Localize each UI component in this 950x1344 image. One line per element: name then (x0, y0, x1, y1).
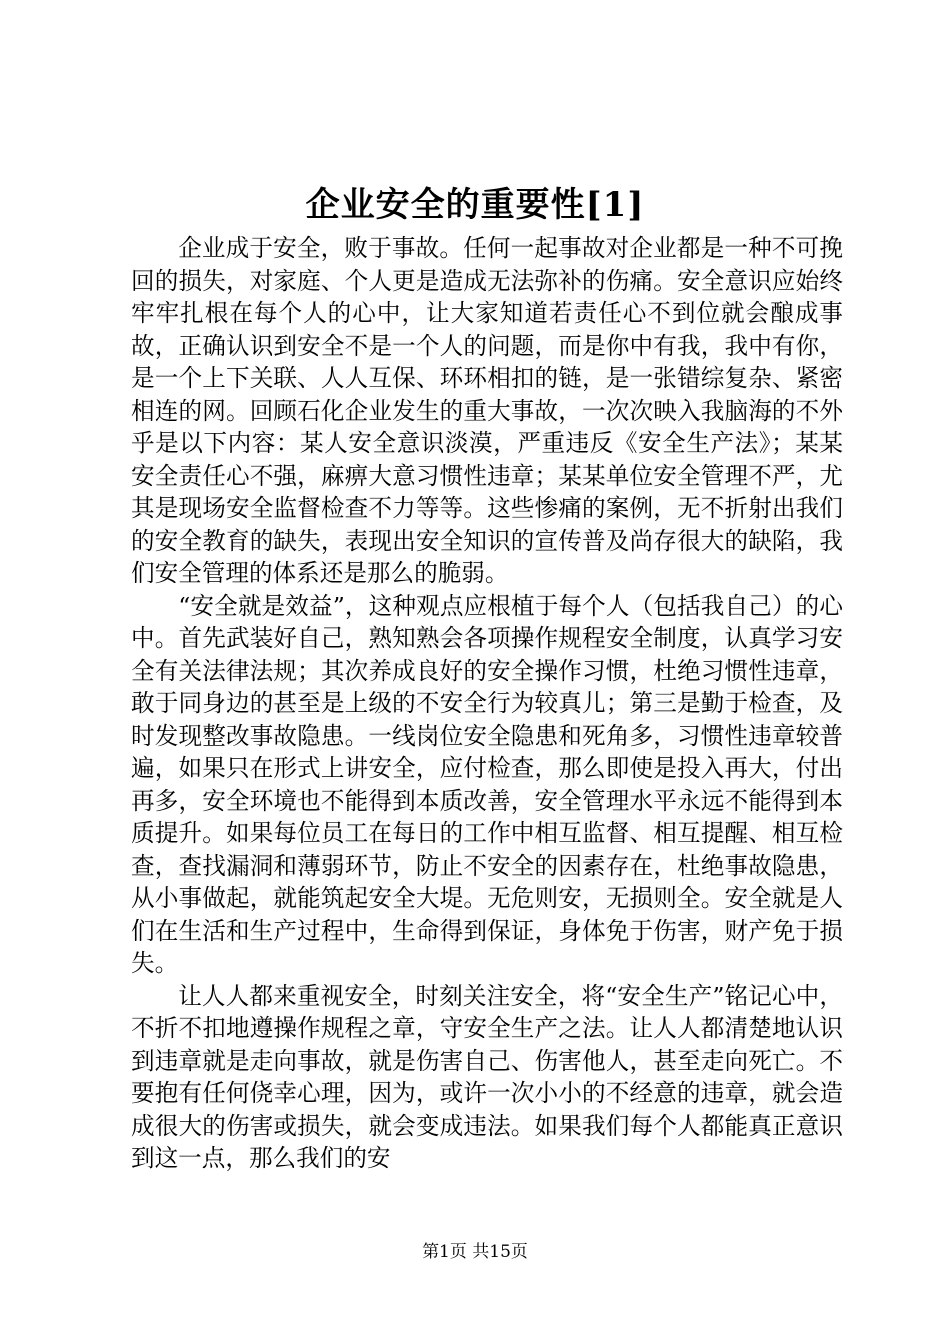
paragraph-1: 企业成于安全，败于事故。任何一起事故对企业都是一种不可挽回的损失，对家庭、个人更是造成无法弥补的伤痛。安全意识应始终牢牢扎根在每个人的心中，让大家知道若责任心不到位就会酿成事故，正确认识到安全不是一个人的问题，而是你中有我，我中有你，是一个上下关联、人人互保、环环相扣的链，是一张错综复杂、紧密相连的网。回顾石化企业发生的重大事故，一次次映入我脑海的不外乎是以下内容：某人安全意识淡漠，严重违反《安全生产法》；某某安全责任心不强，麻痹大意习惯性违章；某某单位安全管理不严，尤其是现场安全监督检查不力等等。这些惨痛的案例，无不折射出我们的安全教育的缺失，表现出安全知识的宣传普及尚存很大的缺陷，我们安全管理的体系还是那么的脆弱。 (131, 234, 843, 587)
document-body (131, 232, 843, 1175)
page-number-footer: 第1页 共15页 (422, 1242, 528, 1262)
paragraph-2: “安全就是效益”，这种观点应根植于每个人（包括我自己）的心中。首先武装好自己，熟知熟会各项操作规程安全制度，认真学习安全有关法律法规；其次养成良好的安全操作习惯，杜绝习惯性违章，敢于同身边的甚至是上级的不安全行为较真儿；第三是勤于检查，及时发现整改事故隐患。一线岗位安全隐患和死角多，习惯性违章较普遍，如果只在形式上讲安全，应付检查，那么即使是投入再大，付出再多，安全环境也不能得到本质改善，安全管理水平永远不能得到本质提升。如果每位员工在每日的工作中相互监督、相互提醒、相互检查，查找漏洞和薄弱环节，防止不安全的因素存在，杜绝事故隐患，从小事做起，就能筑起安全大堤。无危则安，无损则全。安全就是人们在生活和生产过程中，生命得到保证，身体免于伤害，财产免于损失。 (131, 591, 843, 977)
document-title: 企业安全的重要性[1] (305, 185, 645, 225)
paragraph-3: 让人人都来重视安全，时刻关注安全，将“安全生产”铭记心中，不折不扣地遵操作规程之章，守安全生产之法。让人人都清楚地认识到违章就是走向事故，就是伤害自己、伤害他人，甚至走向死亡。不要抱有任何侥幸心理，因为，或许一次小小的不经意的违章，就会造成很大的伤害或损失，就会变成违法。如果我们每个人都能真正意识到这一点，那么我们的安 (131, 981, 843, 1172)
